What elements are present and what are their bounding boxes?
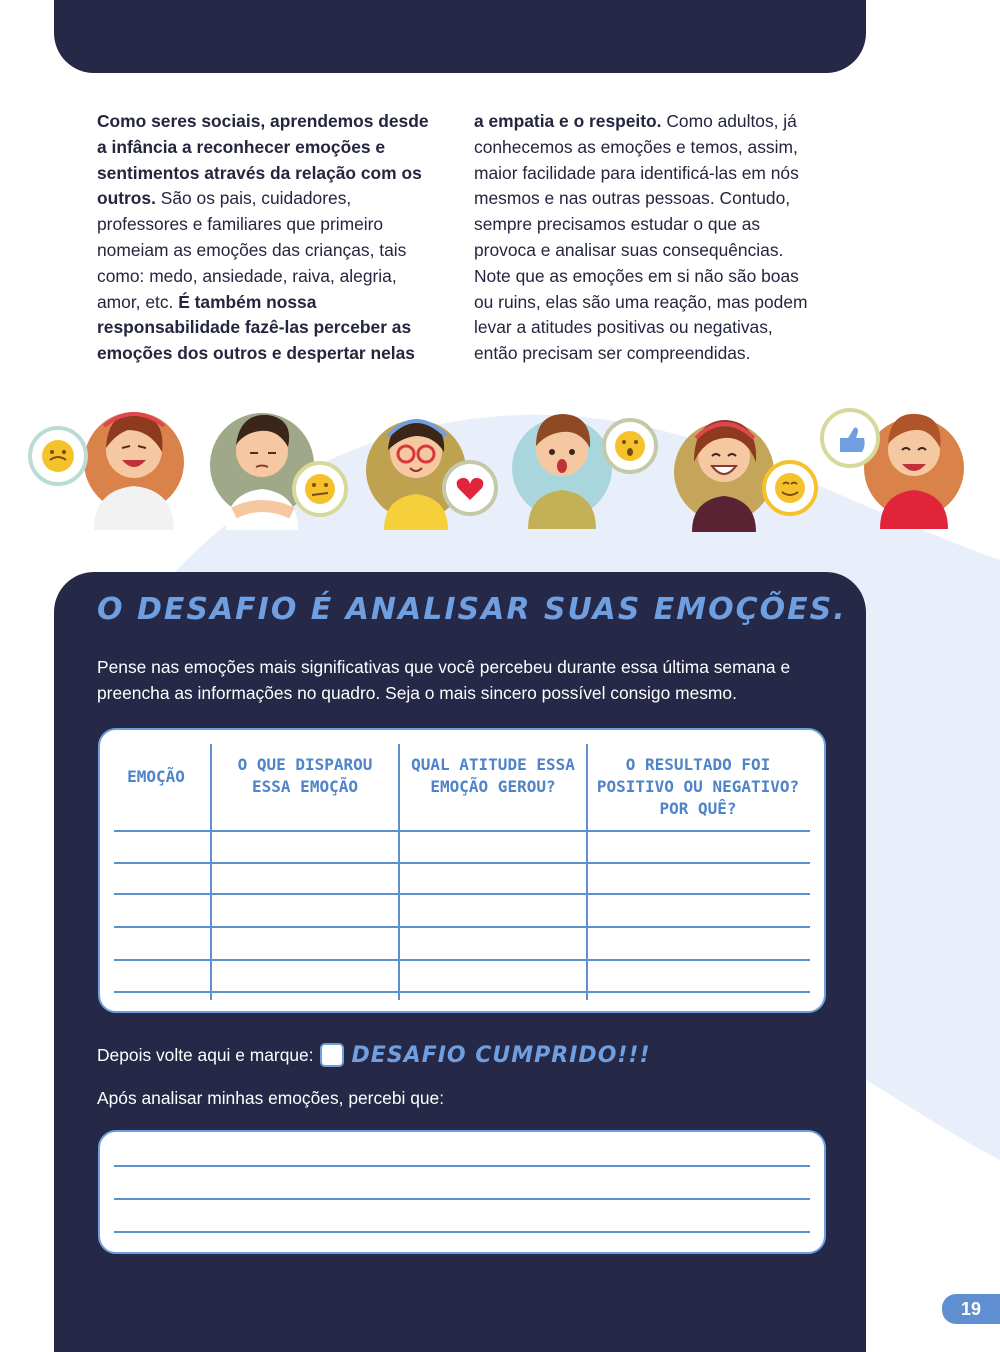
intro-right-text-1: Como adultos, já conhecemos as emoções e temos, assim, maior facilidade para identificá-las em nós mesmos e nas outras pessoas. Contudo, sempre precisamos estudar o que as provoca e analisar suas consequências. Note que as emoções em si não são boas ou ruins, elas são uma reação, mas podem levar a atitudes positivas ou negativas, então precisam ser compreendidas. [474,111,808,364]
challenge-title: O DESAFIO É ANALISAR SUAS EMOÇÕES. [97,592,847,627]
emotions-table [98,728,826,1013]
marker-text: Depois volte aqui e marque: [97,1044,314,1065]
reflection-prompt: Após analisar minhas emoções, percebi que: [97,1088,445,1108]
table-row[interactable] [114,862,810,864]
boy-thumbs-up-icon [818,394,978,529]
challenge-completion-row [97,1040,651,1070]
intro-left-text-1: São os pais, cuidadores, professores e familiares que primeiro nomeiam as emoções das crianças, tais como: medo, ansiedade, raiva, alegria, amor, etc. [97,188,407,312]
answer-line[interactable] [114,1165,810,1167]
page-number: 19 [942,1294,1000,1324]
intro-left-bold-1: Como seres sociais, aprendemos desde a infância a reconhecer emoções e sentimentos através da relação com os outros. [97,111,429,209]
table-column-divider [398,744,400,1000]
answer-line[interactable] [114,1198,810,1200]
table-row-line [114,830,810,832]
boy-arms-crossed-annoyed-emoji-icon [204,395,354,530]
crying-girl-sad-emoji-icon [24,390,194,530]
table-row[interactable] [114,991,810,993]
top-banner [54,0,866,73]
answer-line[interactable] [114,1231,810,1233]
table-column-divider [210,744,212,1000]
intro-column-right [474,109,819,367]
intro-right-bold-1: a empatia e o respeito. [474,111,662,131]
intro-left-bold-2: É também nossa responsabilidade fazê-las perceber as emoções dos outros e despertar nelas [97,291,415,364]
table-header-result: O RESULTADO FOI POSITIVO OU NEGATIVO? POR QUÊ? [596,755,800,818]
table-row[interactable] [114,959,810,961]
intro-column-left [97,109,442,367]
challenge-instructions: Pense nas emoções mais significativas que você percebeu durante essa última semana e preencha as informações no quadro. Seja o mais sincero possível consigo mesmo. [97,657,791,703]
girl-laughing-smile-emoji-icon [670,402,830,532]
table-header-emotion: EMOÇÃO [127,767,185,786]
girl-glasses-heart-icon [362,400,502,530]
table-header-attitude: QUAL ATITUDE ESSA EMOÇÃO GEROU? [411,755,575,796]
table-row[interactable] [114,893,810,895]
challenge-done-checkbox[interactable] [320,1043,344,1067]
reflection-answer-box[interactable] [98,1130,826,1254]
boy-surprised-emoji-icon [506,394,666,529]
table-row[interactable] [114,926,810,928]
table-header-trigger: O QUE DISPAROU ESSA EMOÇÃO [237,755,373,796]
challenge-done-label: DESAFIO CUMPRIDO!!! [351,1042,651,1068]
table-column-divider [586,744,588,1000]
